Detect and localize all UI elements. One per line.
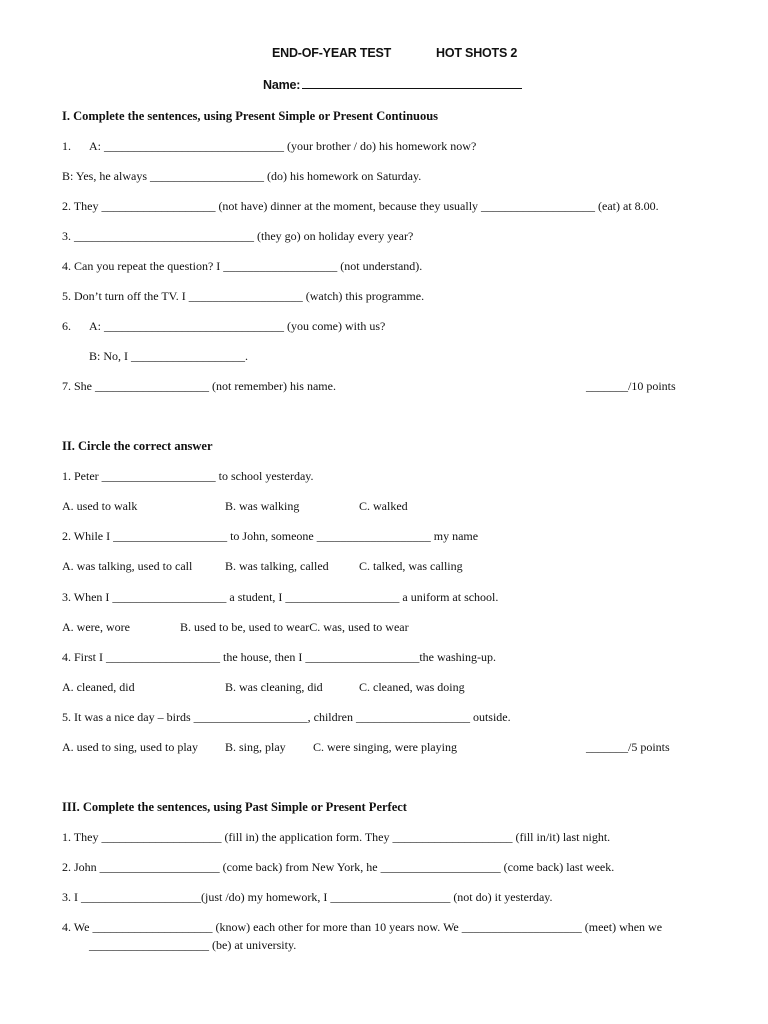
s2-q3: 3. When I ___________________ a student, I ___________________ a uniform at school. xyxy=(62,590,499,604)
s1-item1-b: B: Yes, he always ___________________ (do) his homework on Saturday. xyxy=(62,169,422,183)
s1-item6-a: A: ______________________________ (you come) with us? xyxy=(89,319,386,333)
s1-score: _______/10 points xyxy=(586,379,676,393)
s1-item4: 4. Can you repeat the question? I ___________________ (not understand). xyxy=(62,259,423,273)
name-label: Name: xyxy=(263,78,301,92)
s2-q5-option-a: A. used to sing, used to play xyxy=(62,740,198,754)
s2-q3-option-a: A. were, wore xyxy=(62,620,130,634)
section3-title: III. Complete the sentences, using Past Simple or Present Perfect xyxy=(62,800,407,814)
name-blank xyxy=(302,76,522,89)
s2-score: _______/5 points xyxy=(586,740,670,754)
s3-item4-continued: ____________________ (be) at university. xyxy=(89,938,297,952)
s3-item1: 1. They ____________________ (fill in) the application form. They ____________________ (fill in/it) last night. xyxy=(62,830,611,844)
s2-q2-option-c: C. talked, was calling xyxy=(359,559,463,573)
test-title: END-OF-YEAR TEST xyxy=(272,46,392,60)
s2-q3-options-bc: B. used to be, used to wearC. was, used to wear xyxy=(180,620,409,634)
s1-item1-a: A: ______________________________ (your brother / do) his homework now? xyxy=(89,139,477,153)
s2-q1: 1. Peter ___________________ to school yesterday. xyxy=(62,469,314,483)
book-title: HOT SHOTS 2 xyxy=(436,46,518,60)
s1-item3: 3. ______________________________ (they go) on holiday every year? xyxy=(62,229,414,243)
s1-item2: 2. They ___________________ (not have) dinner at the moment, because they usually ___________________ (eat) at 8.00. xyxy=(62,199,659,213)
s2-q2: 2. While I ___________________ to John, someone ___________________ my name xyxy=(62,529,479,543)
s2-q1-option-c: C. walked xyxy=(359,499,408,513)
s2-q2-option-b: B. was talking, called xyxy=(225,559,329,573)
s2-q4-option-a: A. cleaned, did xyxy=(62,680,135,694)
s1-item6-number: 6. xyxy=(62,319,71,333)
s2-q4-option-c: C. cleaned, was doing xyxy=(359,680,465,694)
s3-item3: 3. I ____________________(just /do) my homework, I ____________________ (not do) it yesterday. xyxy=(62,890,553,904)
s2-q1-option-a: A. used to walk xyxy=(62,499,138,513)
s1-item5: 5. Don’t turn off the TV. I ___________________ (watch) this programme. xyxy=(62,289,425,303)
s3-item2: 2. John ____________________ (come back) from New York, he ____________________ (come back) last week. xyxy=(62,860,615,874)
s1-item1-number: 1. xyxy=(62,139,71,153)
section2-title: II. Circle the correct answer xyxy=(62,439,213,453)
s1-item7: 7. She ___________________ (not remember) his name. xyxy=(62,379,336,393)
s1-item6-b: B: No, I ___________________. xyxy=(89,349,248,363)
section1-title: I. Complete the sentences, using Present Simple or Present Continuous xyxy=(62,109,439,123)
s2-q1-option-b: B. was walking xyxy=(225,499,300,513)
s2-q5-option-b: B. sing, play xyxy=(225,740,286,754)
s2-q4: 4. First I ___________________ the house, then I ___________________the washing-up. xyxy=(62,650,496,664)
s2-q5-option-c: C. were singing, were playing xyxy=(313,740,457,754)
s2-q5: 5. It was a nice day – birds ___________________, children ___________________ outside. xyxy=(62,710,511,724)
s2-q4-option-b: B. was cleaning, did xyxy=(225,680,323,694)
name-field xyxy=(263,76,522,92)
s2-q2-option-a: A. was talking, used to call xyxy=(62,559,193,573)
s3-item4: 4. We ____________________ (know) each other for more than 10 years now. We ____________________ (meet) when we xyxy=(62,920,663,934)
